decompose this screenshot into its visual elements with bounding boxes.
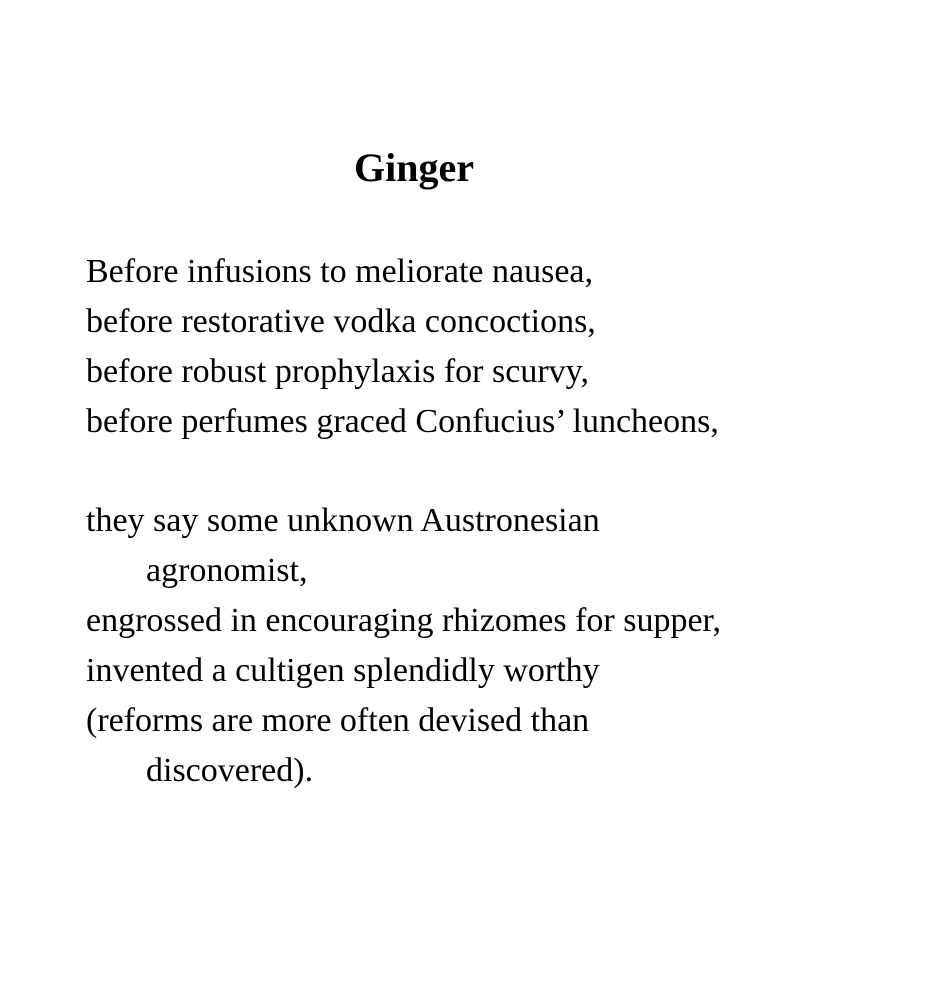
poem-line: Before infusions to meliorate nausea, bbox=[86, 253, 594, 290]
stanza-2 bbox=[86, 496, 721, 796]
poem-line: before restorative vodka concoctions, bbox=[86, 303, 596, 340]
poem-line: they say some unknown Austronesian bbox=[86, 502, 600, 539]
poem-line-continuation: agronomist, bbox=[146, 552, 308, 589]
poem-line: invented a cultigen splendidly worthy bbox=[86, 652, 600, 689]
poem-title: Ginger bbox=[354, 145, 474, 190]
poem-line: before perfumes graced Confucius’ luncheons, bbox=[86, 403, 719, 440]
poem-line: engrossed in encouraging rhizomes for supper, bbox=[86, 602, 722, 639]
poem-line-continuation: discovered). bbox=[146, 752, 314, 789]
poem-line: (reforms are more often devised than bbox=[86, 702, 590, 739]
stanza-1 bbox=[86, 247, 719, 447]
poem-line: before robust prophylaxis for scurvy, bbox=[86, 353, 589, 390]
